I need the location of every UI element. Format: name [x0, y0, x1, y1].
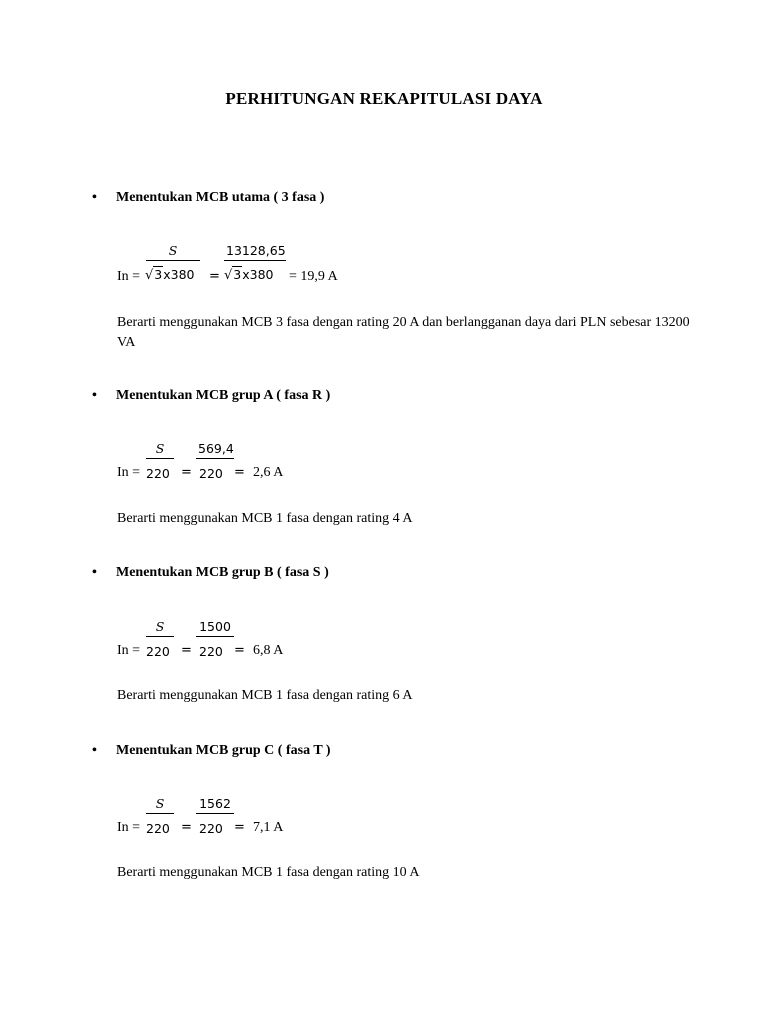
denominator-2: 220: [199, 466, 223, 481]
equals-1: =: [181, 465, 192, 480]
heading-text: Menentukan MCB grup C ( fasa T ): [116, 743, 331, 758]
numerator-value: 569,4: [196, 441, 234, 459]
denominator-2: √3x380: [224, 267, 274, 283]
formula-result: = 19,9 A: [289, 269, 338, 284]
conclusion-grup-a: Berarti menggunakan MCB 1 fasa dengan rating 4 A: [117, 511, 413, 526]
bullet-heading-grup-a: [92, 388, 330, 404]
equals-2: =: [234, 820, 245, 835]
fraction-2: [196, 796, 234, 814]
bullet-heading-grup-b: [92, 565, 329, 581]
numerator-s: S: [146, 619, 174, 637]
page-title: PERHITUNGAN REKAPITULASI DAYA: [225, 89, 543, 108]
formula-lhs: In =: [117, 269, 141, 284]
denominator-2: 220: [199, 821, 223, 836]
bullet-icon: •: [92, 743, 97, 758]
formula-result: 6,8 A: [253, 643, 284, 658]
equals-2: =: [234, 643, 245, 658]
numerator-value: 13128,65: [224, 243, 286, 261]
fraction-1: [146, 796, 174, 814]
fraction-2: [224, 243, 286, 261]
heading-text: Menentukan MCB utama ( 3 fasa ): [116, 190, 325, 205]
heading-text: Menentukan MCB grup B ( fasa S ): [116, 565, 329, 580]
numerator-value: 1500: [196, 619, 234, 637]
denominator-1: 220: [146, 644, 170, 659]
formula-lhs: In =: [117, 820, 141, 835]
bullet-icon: •: [92, 388, 97, 403]
fraction-2: [196, 441, 234, 459]
formula-result: 2,6 A: [253, 465, 284, 480]
sqrt-symbol: √3: [145, 267, 163, 283]
heading-text: Menentukan MCB grup A ( fasa R ): [116, 388, 331, 403]
fraction-2: [196, 619, 234, 637]
bullet-heading-mcb-utama: [92, 190, 324, 206]
equals-1: =: [181, 820, 192, 835]
formula-mcb-utama: [117, 243, 517, 288]
denominator-1: 220: [146, 466, 170, 481]
sqrt-symbol: √3: [224, 267, 242, 283]
numerator-s: S: [146, 441, 174, 459]
formula-grup-c: [117, 796, 417, 841]
fraction-1: [146, 619, 174, 637]
fraction-1: [146, 441, 174, 459]
formula-grup-a: [117, 441, 417, 486]
conclusion-mcb-utama: Berarti menggunakan MCB 3 fasa dengan rating 20 A dan berlangganan daya dari PLN sebesar 13200 VA: [117, 315, 690, 350]
fraction-1: [146, 243, 200, 261]
equals-2: =: [234, 465, 245, 480]
numerator-s: S: [146, 796, 174, 814]
numerator-value: 1562: [196, 796, 234, 814]
denominator-1: 220: [146, 821, 170, 836]
formula-lhs: In =: [117, 465, 141, 480]
formula-result: 7,1 A: [253, 820, 284, 835]
formula-lhs: In =: [117, 643, 141, 658]
bullet-icon: •: [92, 190, 97, 205]
conclusion-grup-b: Berarti menggunakan MCB 1 fasa dengan rating 6 A: [117, 688, 413, 703]
numerator-s: S: [146, 243, 200, 261]
denominator-2: 220: [199, 644, 223, 659]
conclusion-grup-c: Berarti menggunakan MCB 1 fasa dengan rating 10 A: [117, 865, 420, 880]
formula-grup-b: [117, 619, 417, 664]
bullet-icon: •: [92, 565, 97, 580]
denominator-1: √3x380: [145, 267, 195, 283]
equals-1: =: [209, 269, 220, 284]
equals-1: =: [181, 643, 192, 658]
bullet-heading-grup-c: [92, 743, 331, 759]
